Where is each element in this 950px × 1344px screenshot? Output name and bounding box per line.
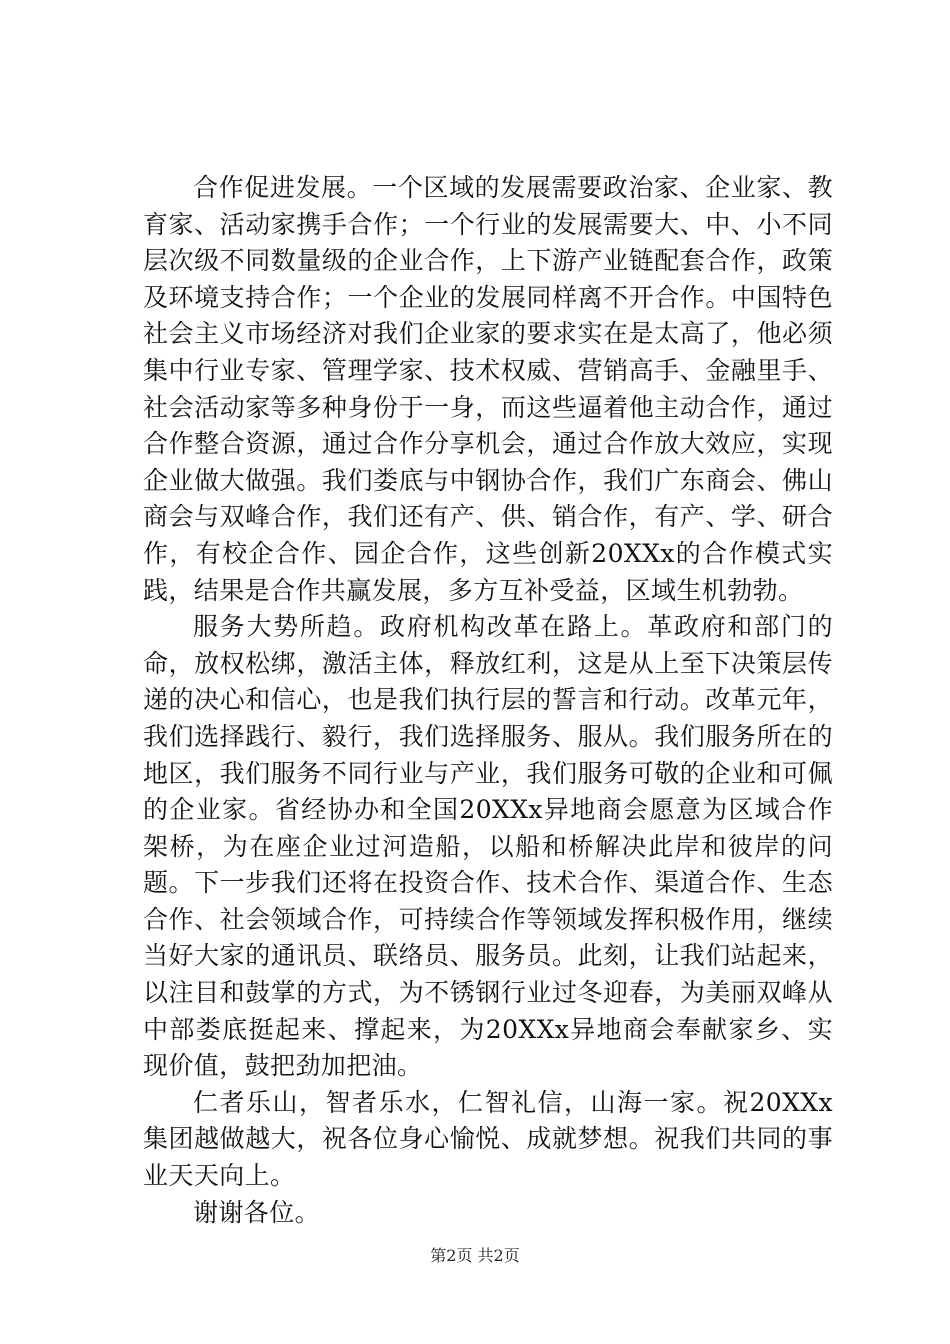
paragraph-blessing: 仁者乐山，智者乐水，仁智礼信，山海一家。祝20XXx集团越做越大，祝各位身心愉悦、成就梦想。祝我们共同的事业天天向上。 <box>143 1087 833 1191</box>
paragraph-service: 服务大势所趋。政府机构改革在路上。革政府和部门的命，放权松绑，激活主体，释放红利，这是从上至下决策层传递的决心和信心，也是我们执行层的誓言和行动。改革元年，我们选择践行、毅行，我们选择服务、服从。我们服务所在的地区，我们服务不同行业与产业，我们服务可敬的企业和可佩的企业家。省经协办和全国20XXx异地商会愿意为区域合作架桥，为在座企业过河造船，以船和桥解决此岸和彼岸的问题。下一步我们还将在投资合作、技术合作、渠道合作、生态合作、社会领域合作，可持续合作等领域发挥积极作用，继续当好大家的通讯员、联络员、服务员。此刻，让我们站起来，以注目和鼓掌的方式，为不锈钢行业过冬迎春，为美丽双峰从中部娄底挺起来、撑起来，为20XXx异地商会奉献家乡、实现价值，鼓把劲加把油。 <box>143 612 833 1081</box>
paragraph-thanks: 谢谢各位。 <box>193 1197 321 1227</box>
page-number-footer: 第2页 共2页 <box>430 1246 520 1265</box>
document-body <box>143 170 833 1231</box>
paragraph-cooperation: 合作促进发展。一个区域的发展需要政治家、企业家、教育家、活动家携手合作；一个行业的发展需要大、中、小不同层次级不同数量级的企业合作，上下游产业链配套合作，政策及环境支持合作；一个企业的发展同样离不开合作。中国特色社会主义市场经济对我们企业家的要求实在是太高了，他必须集中行业专家、管理学家、技术权威、营销高手、金融里手、社会活动家等多种身份于一身，而这些逼着他主动合作，通过合作整合资源，通过合作分享机会，通过合作放大效应，实现企业做大做强。我们娄底与中钢协合作，我们广东商会、佛山商会与双峰合作，我们还有产、供、销合作，有产、学、研合作，有校企合作、园企合作，这些创新20XXx的合作模式实践，结果是合作共赢发展，多方互补受益，区域生机勃勃。 <box>143 173 833 605</box>
